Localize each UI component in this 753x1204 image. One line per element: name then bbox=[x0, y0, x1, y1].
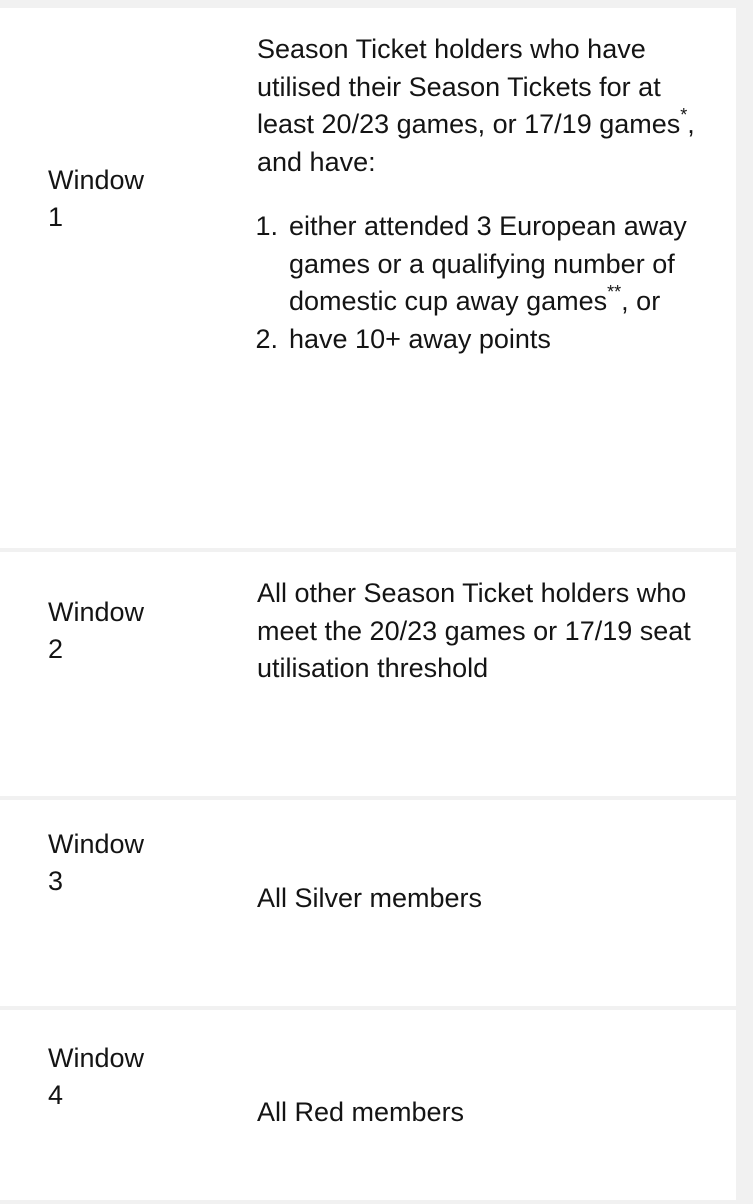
window-label-word: Window bbox=[48, 165, 145, 195]
table-row bbox=[0, 8, 736, 548]
window-label bbox=[48, 826, 188, 900]
list-item-number: 1. bbox=[255, 211, 278, 241]
footnote-marker: ** bbox=[607, 282, 622, 302]
window-description: All Silver members bbox=[257, 883, 483, 913]
window-description: All other Season Ticket holders who meet the 20/23 games or 17/19 seat utilisation threshold bbox=[257, 578, 691, 683]
table-row bbox=[0, 800, 736, 1006]
ticket-windows-table bbox=[0, 8, 736, 1204]
list-item-end: , or bbox=[621, 286, 661, 316]
list-item-text: have 10+ away points bbox=[289, 323, 551, 354]
window-label-number: 4 bbox=[48, 1080, 64, 1110]
window-label bbox=[48, 1040, 188, 1114]
table-row bbox=[0, 1010, 736, 1200]
window-label-word: Window bbox=[48, 597, 145, 627]
window-label-word: Window bbox=[48, 1043, 145, 1073]
window-label-word: Window bbox=[48, 829, 145, 859]
eligibility-list bbox=[257, 208, 717, 358]
list-item-text: either attended 3 European away games or a qualifying number of domestic cup away games bbox=[289, 211, 687, 316]
list-item bbox=[255, 321, 717, 359]
list-item-number: 2. bbox=[255, 323, 278, 354]
list-item bbox=[255, 208, 717, 321]
eligibility-intro-end: , and have: bbox=[257, 109, 695, 177]
window-label-number: 3 bbox=[48, 866, 64, 896]
eligibility-intro-text: Season Ticket holders who have utilised their Season Tickets for at least 20/23 games, or 17/19 games bbox=[257, 34, 681, 139]
window-label-number: 2 bbox=[48, 634, 64, 664]
window-description: All Red members bbox=[257, 1097, 465, 1127]
window-label-number: 1 bbox=[48, 202, 64, 232]
window-label bbox=[48, 594, 188, 668]
eligibility-intro bbox=[257, 31, 717, 181]
table-row bbox=[0, 552, 736, 796]
window-label bbox=[48, 162, 188, 236]
footnote-marker: * bbox=[680, 105, 688, 125]
window-description bbox=[257, 31, 717, 358]
